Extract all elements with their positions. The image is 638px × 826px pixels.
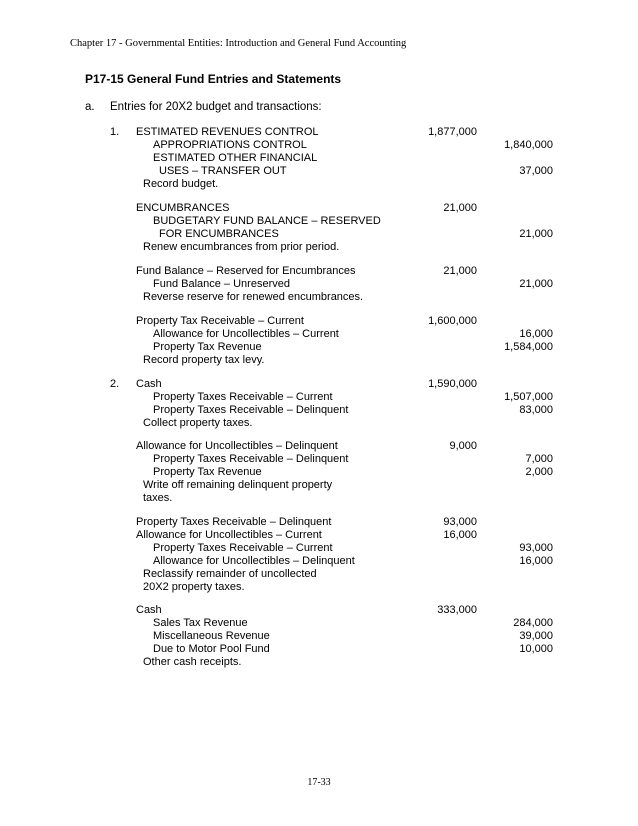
debit-amount: 16,000 xyxy=(443,529,477,541)
credit-amount: 1,584,000 xyxy=(504,341,553,353)
journal-line xyxy=(0,378,638,391)
credit-amount: 21,000 xyxy=(519,278,553,290)
account-name: ESTIMATED REVENUES CONTROL xyxy=(136,126,319,138)
debit-amount: 21,000 xyxy=(443,265,477,277)
journal-line xyxy=(0,228,638,241)
account-name: Allowance for Uncollectibles – Current xyxy=(153,328,339,340)
journal-line xyxy=(0,417,638,430)
debit-amount: 333,000 xyxy=(437,604,477,616)
journal-line xyxy=(0,568,638,581)
account-name: USES – TRANSFER OUT xyxy=(159,165,287,177)
credit-amount: 7,000 xyxy=(525,453,553,465)
debit-amount: 93,000 xyxy=(443,516,477,528)
section-letter: a. xyxy=(85,101,95,113)
credit-amount: 16,000 xyxy=(519,328,553,340)
journal-line xyxy=(0,215,638,228)
account-name: APPROPRIATIONS CONTROL xyxy=(153,139,307,151)
credit-amount: 2,000 xyxy=(525,466,553,478)
account-name: Allowance for Uncollectibles – Current xyxy=(136,529,322,541)
journal-line xyxy=(0,202,638,215)
account-name: Cash xyxy=(136,604,162,616)
account-name: Miscellaneous Revenue xyxy=(153,630,270,642)
page-number: 17-33 xyxy=(307,777,331,788)
account-name: Allowance for Uncollectibles – Delinquent xyxy=(153,555,355,567)
account-name: Sales Tax Revenue xyxy=(153,617,248,629)
credit-amount: 1,507,000 xyxy=(504,391,553,403)
journal-line xyxy=(0,492,638,505)
account-name: Allowance for Uncollectibles – Delinquent xyxy=(136,440,338,452)
entry-explanation: Renew encumbrances from prior period. xyxy=(143,241,340,253)
entry-number: 1. xyxy=(110,126,120,138)
entry-explanation: Write off remaining delinquent property xyxy=(143,479,333,491)
chapter-header: Chapter 17 - Governmental Entities: Introduction and General Fund Accounting xyxy=(70,38,407,49)
debit-amount: 21,000 xyxy=(443,202,477,214)
journal-line xyxy=(0,291,638,304)
entry-explanation: 20X2 property taxes. xyxy=(143,581,245,593)
credit-amount: 21,000 xyxy=(519,228,553,240)
entry-explanation: Reverse reserve for renewed encumbrances. xyxy=(143,291,364,303)
entry-explanation: Record budget. xyxy=(143,178,219,190)
credit-amount: 37,000 xyxy=(519,165,553,177)
journal-line xyxy=(0,656,638,669)
credit-amount: 39,000 xyxy=(519,630,553,642)
journal-line xyxy=(0,391,638,404)
journal-line xyxy=(0,453,638,466)
journal-line xyxy=(0,479,638,492)
journal-line xyxy=(0,341,638,354)
journal-line xyxy=(0,126,638,139)
entry-explanation: Collect property taxes. xyxy=(143,417,253,429)
journal-line xyxy=(0,241,638,254)
account-name: Property Taxes Receivable – Current xyxy=(153,542,333,554)
entry-explanation: Other cash receipts. xyxy=(143,656,242,668)
journal-line xyxy=(0,440,638,453)
debit-amount: 1,590,000 xyxy=(428,378,477,390)
journal-line xyxy=(0,139,638,152)
journal-line xyxy=(0,165,638,178)
journal-line xyxy=(0,328,638,341)
account-name: Property Tax Revenue xyxy=(153,341,262,353)
account-name: Property Taxes Receivable – Delinquent xyxy=(153,404,349,416)
journal-line xyxy=(0,643,638,656)
account-name: Property Taxes Receivable – Current xyxy=(153,391,333,403)
journal-line xyxy=(0,604,638,617)
credit-amount: 16,000 xyxy=(519,555,553,567)
account-name: Property Tax Revenue xyxy=(153,466,262,478)
journal-line xyxy=(0,354,638,367)
journal-line xyxy=(0,152,638,165)
account-name: Fund Balance – Reserved for Encumbrances xyxy=(136,265,356,277)
account-name: Property Taxes Receivable – Delinquent xyxy=(153,453,349,465)
journal-line xyxy=(0,404,638,417)
entry-explanation: taxes. xyxy=(143,492,173,504)
debit-amount: 1,600,000 xyxy=(428,315,477,327)
entry-explanation: ESTIMATED OTHER FINANCIAL xyxy=(153,152,318,164)
entry-explanation: Record property tax levy. xyxy=(143,354,265,366)
section-heading: Entries for 20X2 budget and transactions: xyxy=(110,101,322,113)
journal-line xyxy=(0,315,638,328)
entry-explanation: Reclassify remainder of uncollected xyxy=(143,568,317,580)
credit-amount: 284,000 xyxy=(513,617,553,629)
journal-line xyxy=(0,581,638,594)
entry-explanation: BUDGETARY FUND BALANCE – RESERVED xyxy=(153,215,381,227)
credit-amount: 83,000 xyxy=(519,404,553,416)
credit-amount: 10,000 xyxy=(519,643,553,655)
account-name: FOR ENCUMBRANCES xyxy=(159,228,279,240)
journal-line xyxy=(0,542,638,555)
debit-amount: 1,877,000 xyxy=(428,126,477,138)
journal-line xyxy=(0,516,638,529)
journal-line xyxy=(0,466,638,479)
account-name: Property Tax Receivable – Current xyxy=(136,315,304,327)
journal-line xyxy=(0,555,638,568)
account-name: Fund Balance – Unreserved xyxy=(153,278,290,290)
credit-amount: 93,000 xyxy=(519,542,553,554)
credit-amount: 1,840,000 xyxy=(504,139,553,151)
journal-line xyxy=(0,529,638,542)
account-name: Cash xyxy=(136,378,162,390)
entry-number: 2. xyxy=(110,378,120,390)
account-name: Due to Motor Pool Fund xyxy=(153,643,270,655)
journal-line xyxy=(0,617,638,630)
journal-line xyxy=(0,278,638,291)
account-name: Property Taxes Receivable – Delinquent xyxy=(136,516,332,528)
debit-amount: 9,000 xyxy=(449,440,477,452)
journal-line xyxy=(0,178,638,191)
journal-line xyxy=(0,630,638,643)
account-name: ENCUMBRANCES xyxy=(136,202,230,214)
journal-line xyxy=(0,265,638,278)
problem-title: P17-15 General Fund Entries and Statements xyxy=(85,72,342,86)
